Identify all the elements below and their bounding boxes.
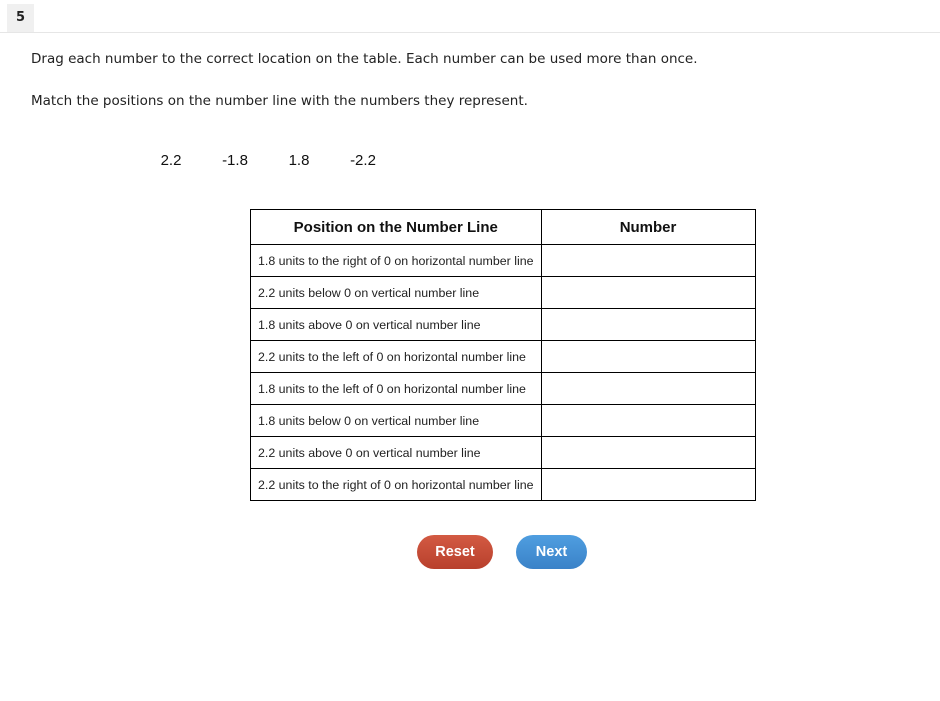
number-tile[interactable]: -1.8 (222, 152, 248, 169)
number-tile[interactable]: 1.8 (288, 152, 310, 169)
table-row (251, 309, 756, 341)
number-drop-zone[interactable] (541, 437, 755, 469)
header-position: Position on the Number Line (251, 210, 542, 245)
position-cell: 2.2 units below 0 on vertical number line (251, 277, 542, 309)
reset-button[interactable]: Reset (417, 535, 493, 569)
number-drop-zone[interactable] (541, 405, 755, 437)
header-number: Number (541, 210, 755, 245)
table-header-row (251, 210, 756, 245)
table-row (251, 277, 756, 309)
number-drop-zone[interactable] (541, 469, 755, 501)
position-cell: 2.2 units to the right of 0 on horizontal number line (251, 469, 542, 501)
position-cell: 1.8 units to the left of 0 on horizontal number line (251, 373, 542, 405)
instruction-match: Match the positions on the number line with the numbers they represent. (31, 93, 528, 109)
matching-table (250, 209, 756, 501)
number-drop-zone[interactable] (541, 373, 755, 405)
action-buttons (417, 535, 587, 569)
position-cell: 1.8 units above 0 on vertical number line (251, 309, 542, 341)
table-row (251, 245, 756, 277)
number-drop-zone[interactable] (541, 245, 755, 277)
number-drop-zone[interactable] (541, 309, 755, 341)
number-drop-zone[interactable] (541, 341, 755, 373)
instruction-drag: Drag each number to the correct location on the table. Each number can be used more than once. (31, 51, 698, 67)
position-cell: 1.8 units to the right of 0 on horizontal number line (251, 245, 542, 277)
table-row (251, 437, 756, 469)
question-header (0, 0, 940, 33)
number-tile-bank (147, 148, 387, 174)
number-drop-zone[interactable] (541, 277, 755, 309)
number-tile[interactable]: -2.2 (350, 152, 376, 169)
table-row (251, 341, 756, 373)
position-cell: 2.2 units above 0 on vertical number line (251, 437, 542, 469)
table-row (251, 405, 756, 437)
position-cell: 2.2 units to the left of 0 on horizontal number line (251, 341, 542, 373)
table-row (251, 469, 756, 501)
next-button[interactable]: Next (516, 535, 587, 569)
table-row (251, 373, 756, 405)
position-cell: 1.8 units below 0 on vertical number line (251, 405, 542, 437)
number-tile[interactable]: 2.2 (160, 152, 182, 169)
question-number: 5 (7, 4, 34, 32)
